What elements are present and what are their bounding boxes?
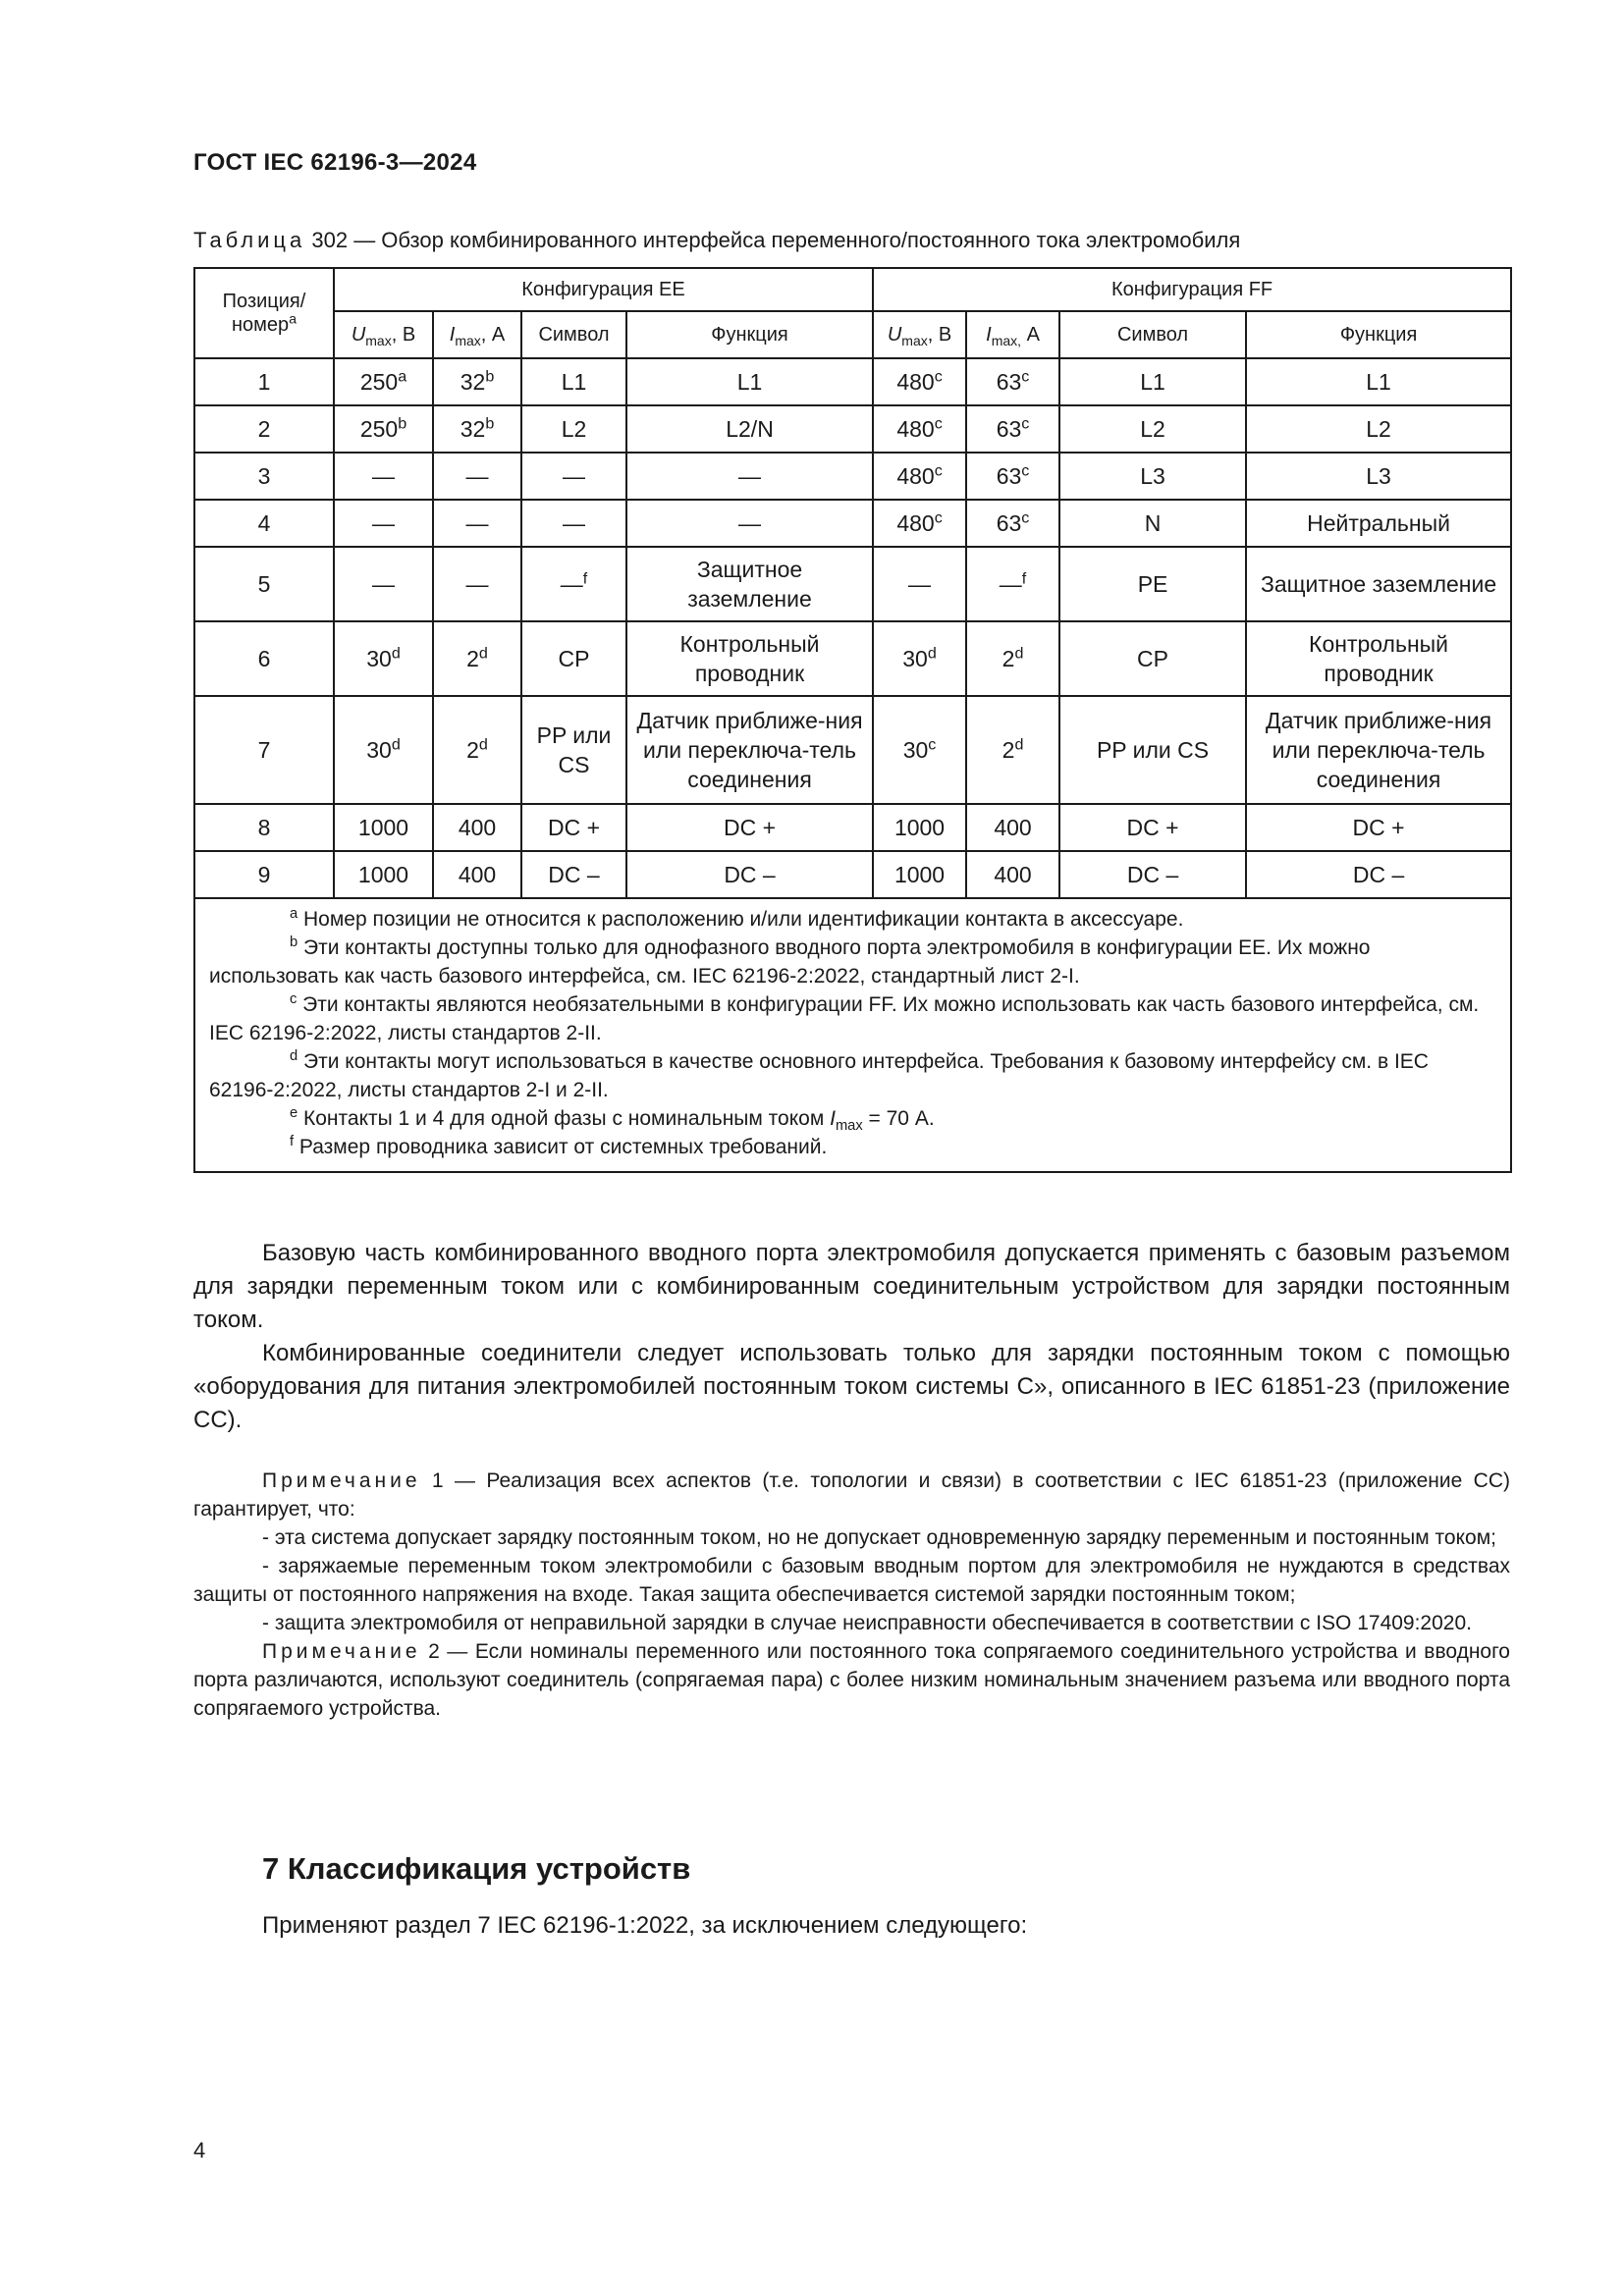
header-ee-umax: $U_{max}$, В [334, 311, 433, 358]
table-row: 3 — — — — 480$^c$ 63$^c$ L3 L3 [194, 453, 1511, 500]
table-row: 1 250$^a$ 32$^b$ L1 L1 480$^c$ 63$^c$ L1 L1 [194, 358, 1511, 405]
header-ee-function: Функция [626, 311, 873, 358]
caption-label: Таблица [193, 228, 306, 252]
footnote-a: $^a$ Номер позиции не относится к расположению и/или идентификации контакта в аксессуаре. [290, 906, 1184, 931]
header-ff-imax: $I_{max,}$ А [966, 311, 1059, 358]
note-1-item-3: - защита электромобиля от неправильной зарядки в случае неисправности обеспечивается в соответствии с ISO 17409:2020. [262, 1612, 1472, 1634]
page-number: 4 [193, 2138, 206, 2163]
notes-block [193, 1467, 1510, 1723]
table-footnotes [194, 898, 1511, 1172]
document-header: ГОСТ IEC 62196-3—2024 [193, 149, 477, 176]
body-paragraph-2: Комбинированные соединители следует использовать только для зарядки постоянным током с помощью «оборудования для питания электромобилей постоянным током системы С», описанного в IEC 61851-23 (приложение СС). [193, 1340, 1510, 1433]
note-1: Примечание 1 — Реализация всех аспектов (т.е. топологии и связи) в соответствии с IEC 61851-23 (приложение СС) гарантирует, что: [193, 1469, 1510, 1521]
header-ee-symbol: Символ [521, 311, 626, 358]
table-row: 4 — — — — 480$^c$ 63$^c$ N Нейтральный [194, 500, 1511, 547]
note-1-item-2: - заряжаемые переменным током электромобили с базовым вводным портом для электромобиля не нуждаются в средствах защиты от постоянного напряжения на входе. Такая защита обеспечивается системой зарядки постоянным током; [193, 1555, 1510, 1606]
footnote-f: $^f$ Размер проводника зависит от системных требований. [290, 1134, 828, 1158]
table-caption [193, 228, 1509, 253]
header-ff-function: Функция [1246, 311, 1511, 358]
section-text: Применяют раздел 7 IEC 62196-1:2022, за исключением следующего: [262, 1912, 1028, 1939]
header-config-ff: Конфигурация FF [873, 268, 1511, 311]
header-ff-umax: $U_{max}$, В [873, 311, 966, 358]
table-footnotes-row [194, 898, 1511, 1172]
header-config-ee: Конфигурация EE [334, 268, 873, 311]
footnote-e: $^e$ Контакты 1 и 4 для одной фазы с номинальным током $I_{max} = 70$ А. [290, 1105, 935, 1135]
footnote-d: $^d$ Эти контакты могут использоваться в качестве основного интерфейса. Требования к базовому интерфейсу см. в IEC 62196-2:2022, листы стандартов 2-I и 2-II. [209, 1048, 1429, 1101]
table-row: 6 30$^d$ 2$^d$ CP Контрольный проводник 30$^d$ 2$^d$ CP Контрольный проводник [194, 621, 1511, 696]
note-1-item-1: - эта система допускает зарядку постоянным током, но не допускает одновременную зарядку переменным и постоянным током; [262, 1526, 1496, 1549]
footnote-c: $^c$ Эти контакты являются необязательными в конфигурации FF. Их можно использовать как часть базового интерфейса, см. IEC 62196-2:2022, листы стандартов 2-II. [209, 991, 1480, 1044]
header-ee-imax: $I_{max}$, А [433, 311, 521, 358]
caption-text: 302 — Обзор комбинированного интерфейса переменного/постоянного тока электромобиля [305, 228, 1241, 252]
header-position: Позиция/ номер$^a$ [194, 268, 334, 358]
table-row: 5 — — —$^f$ Защитное заземление — —$^f$ PE Защитное заземление [194, 547, 1511, 621]
footnote-b: $^b$ Эти контакты доступны только для однофазного вводного порта электромобиля в конфигурации EE. Их можно использовать как часть базового интерфейса, см. IEC 62196-2:2022, стандартный лист 2-I. [209, 934, 1371, 988]
table-row: 7 30$^d$ 2$^d$ PP или CS Датчик приближе-ния или переключа-тель соединения 30$^c$ 2$^d$ PP или CS Датчик приближе-ния или переключа-тель соединения [194, 696, 1511, 804]
section-heading: 7 Классификация устройств [262, 1851, 691, 1886]
note-2: Примечание 2 — Если номиналы переменного или постоянного тока сопрягаемого соединительного устройства и вводного порта различаются, используют соединитель (сопрягаемая пара) с более низким номинальным значением разъема или вводного порта сопрягаемого устройства. [193, 1640, 1510, 1720]
table-row: 8 1000 400 DC + DC + 1000 400 DC + DC + [194, 804, 1511, 851]
table-row: 2 250$^b$ 32$^b$ L2 L2/N 480$^c$ 63$^c$ L2 L2 [194, 405, 1511, 453]
combined-interface-table [193, 267, 1512, 1173]
table-row: 9 1000 400 DC – DC – 1000 400 DC – DC – [194, 851, 1511, 898]
body-paragraphs [193, 1237, 1510, 1437]
header-ff-symbol: Символ [1059, 311, 1246, 358]
body-paragraph-1: Базовую часть комбинированного вводного порта электромобиля допускается применять с базовым разъемом для зарядки переменным током или с комбинированным соединительным устройством для зарядки постоянным током. [193, 1240, 1510, 1333]
